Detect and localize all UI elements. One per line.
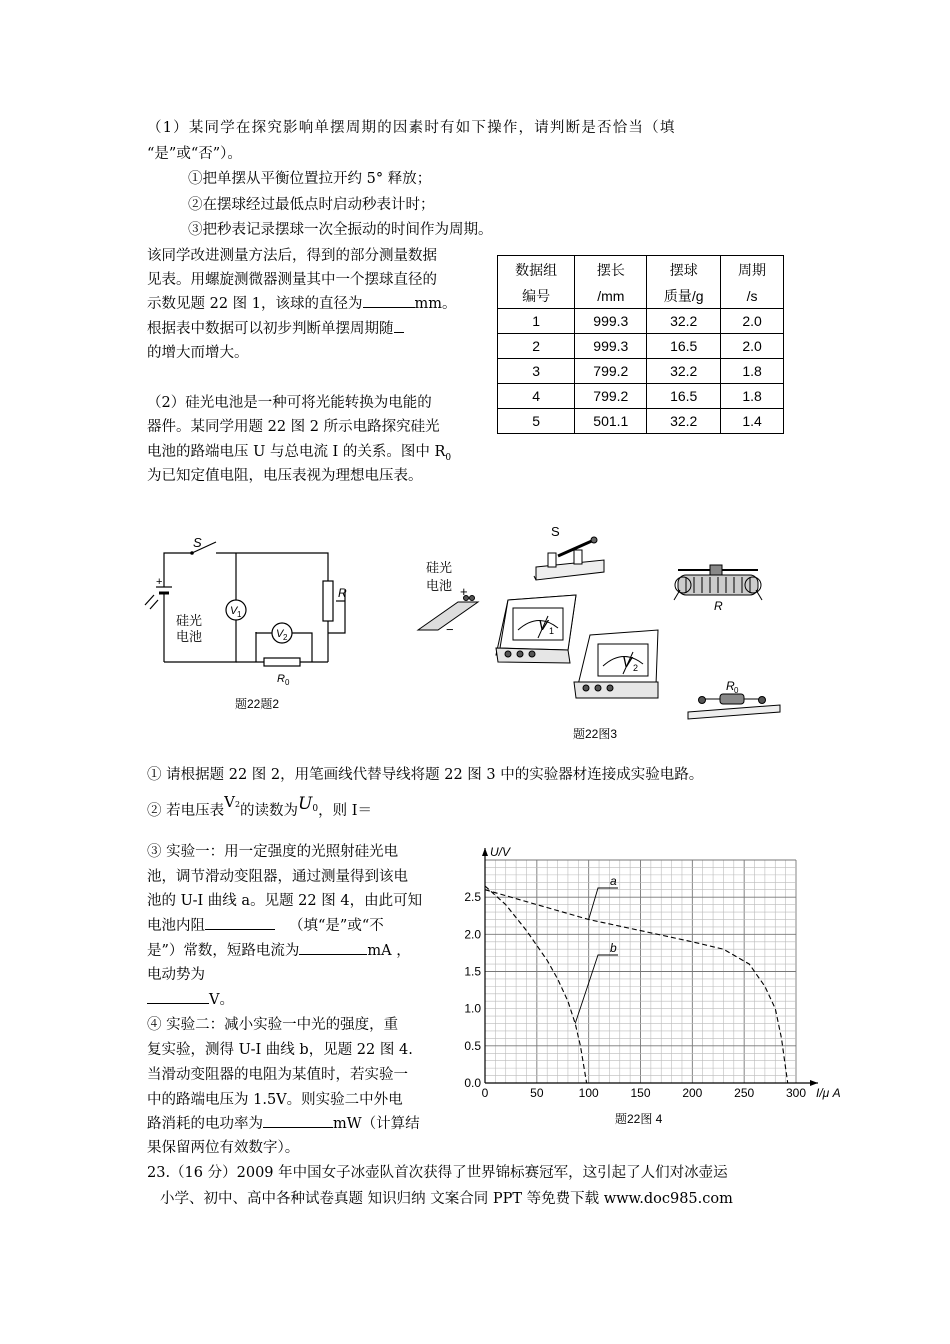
- col-header-length: 摆长: [575, 256, 647, 284]
- apparatus-figure: [408, 520, 808, 745]
- leader-line-a: [589, 888, 618, 919]
- part1-intro-line2: “是”或“否”）。: [147, 146, 242, 162]
- part2-line3-sub: 0: [445, 452, 452, 463]
- diameter-blank: [363, 307, 415, 308]
- part1-para-line4: [147, 322, 404, 337]
- para-line3-text: 示数见题 22 图 1，该球的直径为: [147, 296, 363, 312]
- r0-apparatus: [688, 694, 780, 719]
- part1-para-line2: 见表。用螺旋测微器测量其中一个摆球直径的: [147, 272, 437, 288]
- r0-resistor: [264, 658, 300, 666]
- rheostat-label: R: [338, 586, 347, 600]
- rheostat-body: [323, 581, 333, 621]
- table-cell: 1: [498, 309, 575, 334]
- table-row: [498, 334, 784, 359]
- x-tick-label: 0: [481, 1086, 489, 1100]
- y-tick-label: 0.0: [464, 1076, 481, 1090]
- chart-curves: [485, 874, 788, 1083]
- col-header-group-2: 编号: [498, 284, 575, 309]
- x-tick-label: 100: [578, 1086, 599, 1100]
- para-line4-text: 根据表中数据可以初步判断单摆周期随: [147, 321, 394, 337]
- col-header-group: 数据组: [498, 256, 575, 284]
- q3-line1: ③ 实验一：用一定强度的光照射硅光电: [147, 844, 399, 860]
- q3-line6: 电动势为: [147, 967, 205, 983]
- apparatus-r-label: R: [714, 599, 723, 613]
- table-cell: 2: [498, 334, 575, 359]
- fig2-caption: 题22题2: [235, 697, 280, 711]
- col-header-mass-2: 质量/g: [647, 284, 721, 309]
- q3-line7: [147, 993, 234, 1008]
- x-tick-label: 200: [682, 1086, 703, 1100]
- part2-line3-text: 电池的路端电压 U 与总电流 I 的关系。图中 R: [147, 444, 446, 460]
- q3-line4-b: （填“是”或“不: [289, 918, 384, 934]
- y-tick-label: 2.5: [464, 890, 481, 905]
- apparatus-v1-label: V: [538, 617, 549, 634]
- q4-line3: 当滑动变阻器的电阻为某值时，若实验一: [147, 1067, 408, 1083]
- table-row: [498, 409, 784, 434]
- q2-text-a: ② 若电压表: [147, 803, 225, 819]
- q4-line2: 复实验，测得 U-I 曲线 b，见题 22 图 4.: [147, 1042, 413, 1058]
- q4-line5-b: mW（计算结: [333, 1116, 420, 1132]
- q2-usub: 0: [312, 803, 319, 814]
- table-cell: 2.0: [721, 334, 784, 359]
- question-2: [147, 793, 372, 831]
- col-header-mass: 摆球: [647, 256, 721, 284]
- switch-pivot: [190, 551, 194, 555]
- footer-text: 小学、初中、高中各种试卷真题 知识归纳 文案合同 PPT 等免费下载 www.doc985.com: [160, 1191, 733, 1207]
- short-current-blank: [299, 954, 367, 955]
- curve-label-a: a: [610, 874, 617, 888]
- y-tick-label: 1.5: [464, 964, 481, 979]
- part1-para-line3: [147, 297, 457, 312]
- power-blank: [263, 1127, 333, 1128]
- emf-blank: [147, 1003, 209, 1004]
- question-23: 23.（16 分）2009 年中国女子冰壶队首次获得了世界锦标赛冠军，这引起了人们对冰壶运: [147, 1165, 728, 1181]
- table-cell: 2.0: [721, 309, 784, 334]
- table-cell: 501.1: [575, 409, 647, 434]
- part2-line1: （2）硅光电池是一种可将光能转换为电能的: [147, 395, 432, 411]
- switch-apparatus: [534, 537, 604, 580]
- x-tick-label: 150: [630, 1086, 651, 1100]
- table-cell: 16.5: [647, 334, 721, 359]
- apparatus-switch-label: S: [551, 524, 560, 539]
- battery-label-1: 硅光: [176, 613, 203, 628]
- q4-line6: 果保留两位有效数字）。: [147, 1140, 300, 1156]
- switch-label: S: [193, 535, 202, 550]
- q4-line5-a: 路消耗的电功率为: [147, 1116, 263, 1132]
- chart-title: 题22图 4: [615, 1112, 663, 1126]
- apparatus-r0-sub: 0: [734, 686, 739, 695]
- part1-para-line1: 该同学改进测量方法后，得到的部分测量数据: [147, 248, 437, 264]
- table-cell: 999.3: [575, 334, 647, 359]
- part1-op1: ①把单摆从平衡位置拉开约 5° 释放；: [188, 171, 432, 187]
- q2-text-b: 的读数为: [240, 803, 299, 819]
- v2-sub: 2: [283, 633, 288, 642]
- apparatus-cell-label-1: 硅光: [426, 560, 453, 575]
- part1-op2: ②在摆球经过最低点时启动秒表计时；: [188, 197, 435, 213]
- battery-label-2: 电池: [176, 629, 203, 644]
- leader-line-b: [575, 955, 618, 1024]
- y-axis-arrow: [482, 848, 488, 856]
- col-header-period: 周期: [721, 256, 784, 284]
- x-tick-label: 50: [530, 1086, 544, 1100]
- curve-label-b: b: [610, 941, 617, 955]
- q4-line4: 中的路端电压为 1.5V。则实验二中外电: [147, 1092, 403, 1108]
- table-cell: 4: [498, 384, 575, 409]
- y-tick-label: 0.5: [464, 1038, 481, 1053]
- table-row: [498, 384, 784, 409]
- q3-line4: [147, 919, 384, 934]
- question-1: ① 请根据题 22 图 2，用笔画线代替导线将题 22 图 3 中的实验器材连接成实验电路。: [147, 767, 704, 783]
- part1-para-line5: 的增大而增大。: [147, 345, 249, 361]
- table-cell: 3: [498, 359, 575, 384]
- table-row: [498, 359, 784, 384]
- q2-vsub: 2: [234, 799, 241, 809]
- wire-v2-left: [256, 632, 272, 633]
- y-tick-label: 2.0: [464, 927, 481, 942]
- q2-u: U: [298, 794, 313, 814]
- table-cell: 16.5: [647, 384, 721, 409]
- v1-sub: 1: [237, 610, 242, 619]
- y-axis-label: U/V: [490, 845, 511, 859]
- table-row: [498, 309, 784, 334]
- x-tick-label: 250: [734, 1086, 755, 1100]
- y-tick-label: 1.0: [464, 1001, 481, 1016]
- q4-line5: [147, 1117, 420, 1132]
- v2-label: V: [276, 628, 284, 640]
- part2-line3: [147, 445, 451, 463]
- q3-line3: 池的 U-I 曲线 a。见题 22 图 4，由此可知: [147, 893, 423, 909]
- pendulum-data-table: [497, 255, 784, 434]
- table-cell: 32.2: [647, 359, 721, 384]
- x-tick-label: 300: [785, 1086, 807, 1100]
- ui-curve-chart: [455, 840, 855, 1135]
- q3-line4-a: 电池内阻: [147, 918, 205, 934]
- chart-grid: [485, 860, 796, 1083]
- table-cell: 32.2: [647, 409, 721, 434]
- q3-line5-b: mA ，: [367, 943, 411, 959]
- resistance-blank: [205, 929, 275, 930]
- q3-line7-unit: V。: [209, 992, 234, 1008]
- apparatus-r0-label: R: [726, 679, 735, 693]
- table-cell: 32.2: [647, 309, 721, 334]
- voltmeter-1-apparatus: [496, 595, 576, 663]
- r0-label: R: [277, 673, 285, 685]
- q3-line2: 池，调节滑动变阻器，通过测量得到该电: [147, 869, 408, 885]
- part1-intro-line1: （1）某同学在探究影响单摆周期的因素时有如下操作，请判断是否恰当（填: [147, 120, 676, 136]
- q3-line5-a: 是”）常数，短路电流为: [147, 943, 300, 959]
- chart-axes: [482, 848, 818, 1086]
- para-line3-unit: mm。: [414, 296, 457, 312]
- wire-top-right: [216, 553, 328, 581]
- q2-v: V: [224, 793, 235, 811]
- factor-blank: [394, 332, 404, 333]
- q2-text-c: ，则 I＝: [318, 803, 372, 819]
- table-cell: 999.3: [575, 309, 647, 334]
- apparatus-cell-label-2: 电池: [426, 578, 453, 593]
- apparatus-cell-minus: −: [446, 622, 454, 637]
- apparatus-v1-sub: 1: [549, 626, 555, 636]
- light-ray-2: [150, 600, 158, 609]
- v1-label: V: [230, 605, 238, 617]
- battery-plus-label: +: [156, 576, 163, 588]
- table-cell: 5: [498, 409, 575, 434]
- apparatus-v2-sub: 2: [633, 663, 639, 673]
- q4-line1: ④ 实验二：减小实验一中光的强度，重: [147, 1017, 399, 1033]
- apparatus-cell-plus: +: [460, 584, 468, 599]
- r0-sub: 0: [285, 678, 290, 687]
- table-cell: 1.8: [721, 384, 784, 409]
- table-cell: 1.8: [721, 359, 784, 384]
- light-ray-1: [145, 595, 154, 605]
- x-axis-label: I/μ A: [816, 1086, 841, 1100]
- voltmeter-2-apparatus: [574, 630, 658, 698]
- wire-top-left: [164, 553, 192, 577]
- part2-line4: 为已知定值电阻，电压表视为理想电压表。: [147, 468, 423, 484]
- chart-tick-labels: [464, 890, 806, 1100]
- col-header-length-2: /mm: [575, 284, 647, 309]
- circuit-diagram: [140, 525, 370, 720]
- part1-op3: ③把秒表记录摆球一次全振动的时间作为周期。: [188, 222, 493, 238]
- fig3-caption: 题22图3: [573, 727, 618, 741]
- rheostat-apparatus: [674, 565, 762, 600]
- col-header-period-2: /s: [721, 284, 784, 309]
- table-cell: 1.4: [721, 409, 784, 434]
- q3-line5: [147, 944, 411, 959]
- part2-line2: 器件。某同学用题 22 图 2 所示电路探究硅光: [147, 419, 440, 435]
- apparatus-v2-label: V: [622, 654, 633, 671]
- table-cell: 799.2: [575, 359, 647, 384]
- table-cell: 799.2: [575, 384, 647, 409]
